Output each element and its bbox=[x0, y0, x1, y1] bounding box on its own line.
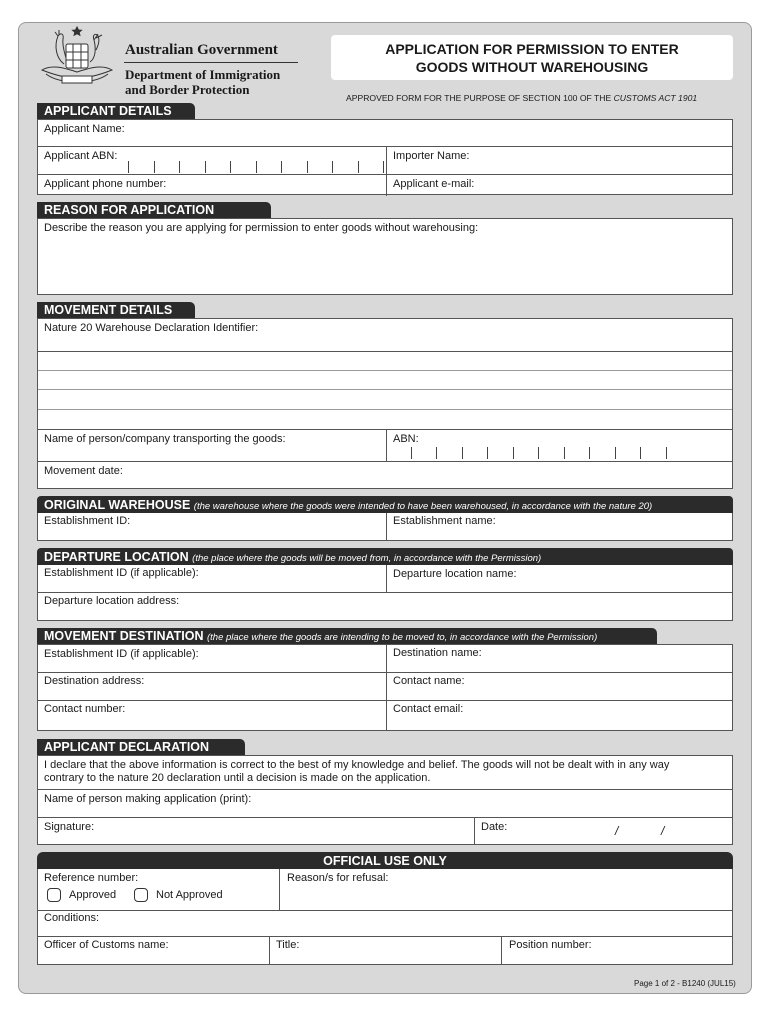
abn-tick bbox=[589, 447, 590, 459]
abn-tick bbox=[383, 161, 384, 173]
original-warehouse-box bbox=[37, 513, 733, 541]
department-line-2: and Border Protection bbox=[125, 82, 250, 97]
divider bbox=[38, 672, 732, 673]
importer-name-label: Importer Name: bbox=[393, 150, 470, 162]
approved-label: Approved bbox=[69, 889, 117, 901]
reason-box[interactable] bbox=[37, 218, 733, 295]
divider bbox=[386, 645, 387, 730]
applicant-phone-label: Applicant phone number: bbox=[44, 178, 167, 190]
form-subtitle bbox=[346, 93, 697, 103]
original-establishment-id-label: Establishment ID: bbox=[44, 515, 131, 527]
applicant-print-name-label: Name of person making application (print): bbox=[44, 793, 252, 805]
refusal-reasons-label: Reason/s for refusal: bbox=[287, 872, 389, 884]
not-approved-label: Not Approved bbox=[156, 889, 223, 901]
form-subtitle-act: CUSTOMS ACT 1901 bbox=[613, 93, 698, 103]
applicant-details-box bbox=[37, 119, 733, 195]
abn-tick bbox=[666, 447, 667, 459]
divider bbox=[38, 351, 732, 352]
original-establishment-name-label: Establishment name: bbox=[393, 515, 496, 527]
abn-tick bbox=[179, 161, 180, 173]
date-separator-1: / bbox=[615, 824, 619, 838]
abn-tick bbox=[332, 161, 333, 173]
section-heading-departure bbox=[37, 548, 733, 565]
abn-tick bbox=[462, 447, 463, 459]
destination-contact-number-label: Contact number: bbox=[44, 703, 126, 715]
date-label: Date: bbox=[481, 821, 508, 833]
abn-tick bbox=[154, 161, 155, 173]
transporter-name-label: Name of person/company transporting the goods: bbox=[44, 433, 286, 445]
destination-address-label: Destination address: bbox=[44, 675, 145, 687]
section-heading-reason: REASON FOR APPLICATION bbox=[37, 202, 271, 218]
form-title-line-2: GOODS WITHOUT WAREHOUSING bbox=[415, 59, 649, 75]
section-heading-applicant: APPLICANT DETAILS bbox=[37, 103, 195, 119]
abn-tick bbox=[615, 447, 616, 459]
section-heading-declaration: APPLICANT DECLARATION bbox=[37, 739, 245, 755]
position-number-label: Position number: bbox=[509, 939, 592, 951]
abn-tick bbox=[640, 447, 641, 459]
reference-number-label: Reference number: bbox=[44, 872, 139, 884]
abn-tick bbox=[564, 447, 565, 459]
abn-tick bbox=[256, 161, 257, 173]
abn-tick bbox=[307, 161, 308, 173]
divider bbox=[279, 869, 280, 910]
abn-tick bbox=[230, 161, 231, 173]
divider bbox=[38, 592, 732, 593]
divider bbox=[38, 370, 732, 371]
abn-tick bbox=[538, 447, 539, 459]
abn-tick bbox=[513, 447, 514, 459]
officer-name-label: Officer of Customs name: bbox=[44, 939, 169, 951]
date-separator-2: / bbox=[661, 824, 665, 838]
destination-note: (the place where the goods are intending to be moved to, in accordance with the Permission) bbox=[206, 632, 598, 643]
abn-tick bbox=[487, 447, 488, 459]
conditions-label: Conditions: bbox=[44, 912, 100, 924]
official-use-box bbox=[37, 869, 733, 965]
divider bbox=[38, 789, 732, 790]
applicant-abn-boxes[interactable] bbox=[128, 161, 400, 173]
departure-box bbox=[37, 565, 733, 621]
applicant-name-label: Applicant Name: bbox=[44, 123, 125, 135]
divider bbox=[38, 409, 732, 410]
divider bbox=[38, 700, 732, 701]
department-line-1: Department of Immigration bbox=[125, 67, 281, 82]
destination-establishment-id-label: Establishment ID (if applicable): bbox=[44, 648, 199, 660]
departure-note: (the place where the goods will be moved from, in accordance with the Permission) bbox=[192, 553, 542, 564]
declaration-box bbox=[37, 755, 733, 845]
reason-label: Describe the reason you are applying for permission to enter goods without warehousing: bbox=[44, 222, 479, 234]
applicant-abn-label: Applicant ABN: bbox=[44, 150, 118, 162]
applicant-email-label: Applicant e-mail: bbox=[393, 178, 475, 190]
transporter-abn-boxes[interactable] bbox=[411, 447, 671, 459]
abn-tick bbox=[411, 447, 412, 459]
abn-tick bbox=[436, 447, 437, 459]
divider bbox=[386, 565, 387, 592]
divider bbox=[38, 817, 732, 818]
signature-label: Signature: bbox=[44, 821, 95, 833]
abn-tick bbox=[128, 161, 129, 173]
transporter-abn-label: ABN: bbox=[393, 433, 419, 445]
original-warehouse-title: ORIGINAL WAREHOUSE bbox=[44, 498, 191, 512]
destination-title: MOVEMENT DESTINATION bbox=[44, 629, 204, 643]
warehouse-declaration-identifier-label: Nature 20 Warehouse Declaration Identifier: bbox=[44, 322, 259, 334]
destination-box bbox=[37, 644, 733, 731]
divider bbox=[38, 910, 732, 911]
divider bbox=[38, 174, 732, 175]
section-heading-original-warehouse bbox=[37, 496, 733, 513]
divider bbox=[386, 429, 387, 461]
divider bbox=[386, 513, 387, 540]
section-heading-official-use: OFFICIAL USE ONLY bbox=[37, 852, 733, 869]
movement-date-label: Movement date: bbox=[44, 465, 123, 477]
form-title-line-1: APPLICATION FOR PERMISSION TO ENTER bbox=[385, 41, 679, 57]
destination-contact-name-label: Contact name: bbox=[393, 675, 465, 687]
divider bbox=[38, 429, 732, 430]
divider bbox=[38, 461, 732, 462]
officer-title-label: Title: bbox=[276, 939, 300, 951]
coat-of-arms-logo bbox=[34, 24, 120, 88]
form-title bbox=[331, 35, 733, 80]
divider bbox=[501, 936, 502, 965]
abn-tick bbox=[358, 161, 359, 173]
departure-title: DEPARTURE LOCATION bbox=[44, 550, 189, 564]
original-warehouse-note: (the warehouse where the goods were intended to have been warehoused, in accordance with the nature 20) bbox=[193, 501, 653, 512]
divider bbox=[269, 936, 270, 965]
abn-tick bbox=[205, 161, 206, 173]
destination-name-label: Destination name: bbox=[393, 647, 482, 659]
divider bbox=[38, 146, 732, 147]
page-footer: Page 1 of 2 - B1240 (JUL15) bbox=[634, 979, 736, 988]
not-approved-checkbox[interactable] bbox=[134, 888, 148, 902]
departure-establishment-id-label: Establishment ID (if applicable): bbox=[44, 567, 199, 579]
movement-details-box bbox=[37, 318, 733, 489]
abn-tick bbox=[281, 161, 282, 173]
declaration-text-line-2: contrary to the nature 20 declaration until a decision is made on the application. bbox=[44, 772, 431, 784]
departure-location-address-label: Departure location address: bbox=[44, 595, 180, 607]
divider bbox=[38, 936, 732, 937]
form-subtitle-text: APPROVED FORM FOR THE PURPOSE OF SECTION 100 OF THE bbox=[346, 93, 614, 103]
departure-location-name-label: Departure location name: bbox=[393, 568, 517, 580]
declaration-text-line-1: I declare that the above information is correct to the best of my knowledge and belief. The goods will not be dealt with in any way bbox=[44, 759, 670, 771]
section-heading-destination bbox=[37, 628, 657, 644]
divider bbox=[38, 389, 732, 390]
header-rule bbox=[124, 62, 298, 63]
section-heading-movement: MOVEMENT DETAILS bbox=[37, 302, 195, 318]
approved-checkbox[interactable] bbox=[47, 888, 61, 902]
divider bbox=[386, 146, 387, 196]
government-name: Australian Government bbox=[125, 42, 278, 58]
destination-contact-email-label: Contact email: bbox=[393, 703, 464, 715]
divider bbox=[474, 817, 475, 845]
